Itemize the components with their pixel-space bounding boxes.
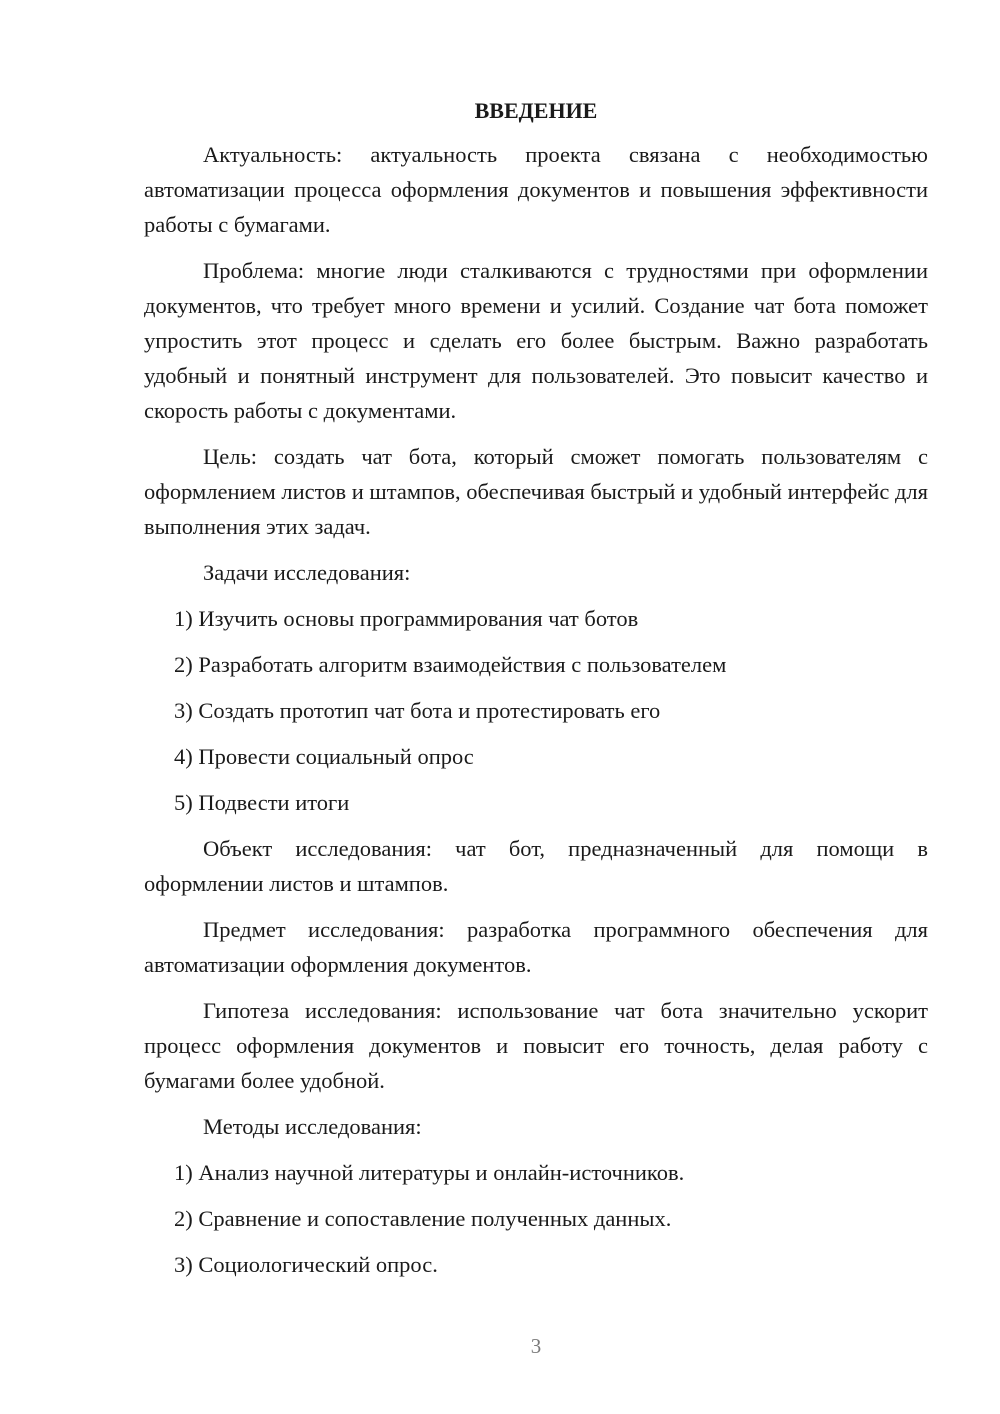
task-item-2: 2) Разработать алгоритм взаимодействия с пользователем [174, 652, 727, 677]
relevance-paragraph: Актуальность: актуальность проекта связана с необходимостью автоматизации процесса оформления документов и повышения эффективности работы с бумагами. [144, 142, 928, 237]
method-item-3: 3) Социологический опрос. [174, 1252, 438, 1277]
hypothesis-paragraph: Гипотеза исследования: использование чат бота значительно ускорит процесс оформления документов и повысит его точность, делая работу с бумагами более удобной. [144, 998, 928, 1093]
page-content [144, 96, 928, 1293]
task-item-4: 4) Провести социальный опрос [174, 744, 474, 769]
subject-paragraph: Предмет исследования: разработка программного обеспечения для автоматизации оформления документов. [144, 917, 928, 977]
method-item-1: 1) Анализ научной литературы и онлайн-источников. [174, 1160, 685, 1185]
task-item-1: 1) Изучить основы программирования чат ботов [174, 606, 639, 631]
section-title: ВВЕДЕНИЕ [474, 98, 598, 123]
page-number: 3 [530, 1334, 542, 1358]
task-item-5: 5) Подвести итоги [174, 790, 350, 815]
task-item-3: 3) Создать прототип чат бота и протестировать его [174, 698, 661, 723]
goal-paragraph: Цель: создать чат бота, который сможет помогать пользователям с оформлением листов и штампов, обеспечивая быстрый и удобный интерфейс для выполнения этих задач. [144, 444, 928, 539]
methods-heading: Методы исследования: [203, 1114, 422, 1139]
method-item-2: 2) Сравнение и сопоставление полученных данных. [174, 1206, 672, 1231]
problem-paragraph: Проблема: многие люди сталкиваются с трудностями при оформлении документов, что требует много времени и усилий. Создание чат бота поможет упростить этот процесс и сделать его более быстрым. Важно разработать удобный и понятный инструмент для пользователей. Это повысит качество и скорость работы с документами. [144, 258, 928, 423]
tasks-heading: Задачи исследования: [203, 560, 411, 585]
object-paragraph: Объект исследования: чат бот, предназначенный для помощи в оформлении листов и штампов. [144, 836, 928, 896]
